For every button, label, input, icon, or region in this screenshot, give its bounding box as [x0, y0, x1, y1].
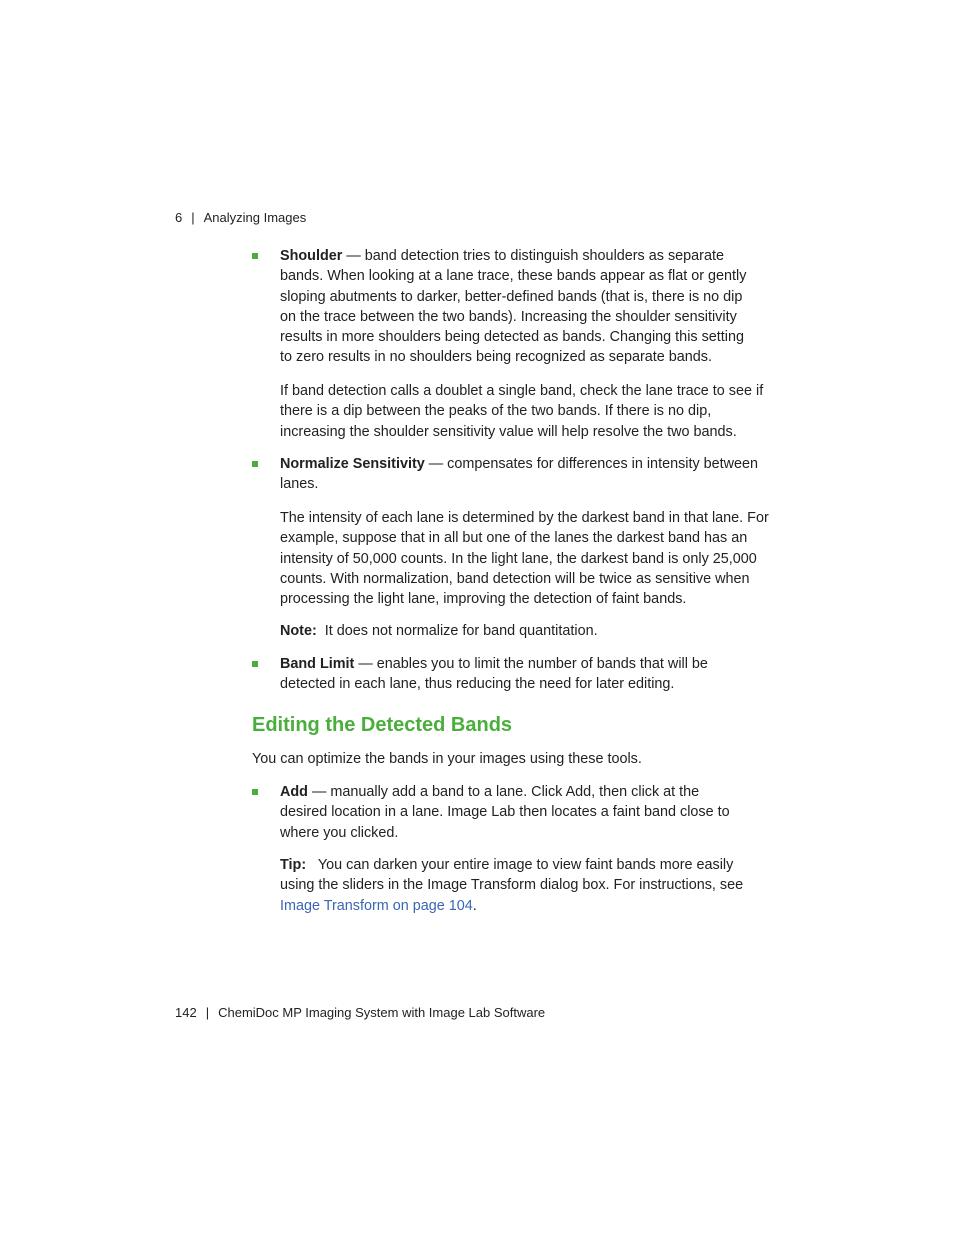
section-intro: You can optimize the bands in your images using these tools.: [252, 751, 642, 767]
chapter-title: Analyzing Images: [203, 210, 307, 225]
note-label: Note:: [280, 623, 317, 639]
book-title: ChemiDoc MP Imaging System with Image Lab Software: [218, 1005, 546, 1020]
bullet-marker-icon: [252, 461, 258, 467]
tip-label: Tip:: [280, 857, 307, 873]
note-text: It does not normalize for band quantitation.: [324, 623, 598, 639]
section-heading: Editing the Detected Bands: [252, 714, 513, 736]
term-band-limit: Band Limit: [280, 656, 355, 672]
term-normalize: Normalize Sensitivity: [280, 456, 425, 472]
chapter-number: 6: [175, 210, 183, 225]
image-transform-link[interactable]: Image Transform on page 104: [280, 897, 473, 914]
normalize-followup: The intensity of each lane is determined by the darkest band in that lane. For example, suppose that in all but one of the lanes the darkest band has an intensity of 50,000 counts. In the light lane, the darkest band is only 25,000 counts. With normalization, band detection will be twice as sensitive when processing the light lane, improving the detection of faint bands.: [280, 510, 769, 608]
term-add: Add: [280, 784, 308, 800]
bullet-marker-icon: [252, 789, 258, 795]
bullet-shoulder: [280, 246, 750, 368]
running-footer: [175, 1005, 545, 1020]
bullet-shoulder-text: — band detection tries to distinguish shoulders as separate bands. When looking at a lane trace, these bands appear as flat or gently sloping abutments to darker, better-defined bands (that is, there is no dip on the trace between the two bands). Increasing the shoulder sensitivity results in more shoulders being detected as bands. Changing this setting to zero results in no shoulders being recognized as separate bands.: [280, 248, 747, 366]
bullet-add-text: — manually add a band to a lane. Click Add, then click at the desired location in a lane. Image Lab then locates a faint band close to where you clicked.: [280, 784, 730, 841]
shoulder-followup: If band detection calls a doublet a single band, check the lane trace to see if there is a dip between the peaks of the two bands. If there is no dip, increasing the shoulder sensitivity value will help resolve the two bands.: [280, 383, 764, 440]
bullet-normalize-text: — compensates for differences in intensity between lanes.: [280, 456, 759, 493]
note: [280, 621, 775, 641]
bullet-add: [280, 782, 750, 843]
bullet-band-limit-text: — enables you to limit the number of bands that will be detected in each lane, thus reducing the need for later editing.: [280, 656, 708, 693]
running-header: [175, 210, 306, 225]
bullet-marker-icon: [252, 661, 258, 667]
bullet-marker-icon: [252, 253, 258, 259]
tip-text: You can darken your entire image to view faint bands more easily using the sliders in the Image Transform dialog box. For instructions, see: [280, 857, 744, 894]
tip-suffix: .: [472, 897, 477, 914]
tip: [280, 855, 750, 916]
header-separator: |: [191, 210, 195, 225]
page-number: 142: [175, 1005, 197, 1020]
footer-separator: |: [205, 1005, 210, 1020]
bullet-normalize: [280, 454, 775, 495]
term-shoulder: Shoulder: [280, 248, 343, 264]
bullet-band-limit: [280, 654, 750, 695]
